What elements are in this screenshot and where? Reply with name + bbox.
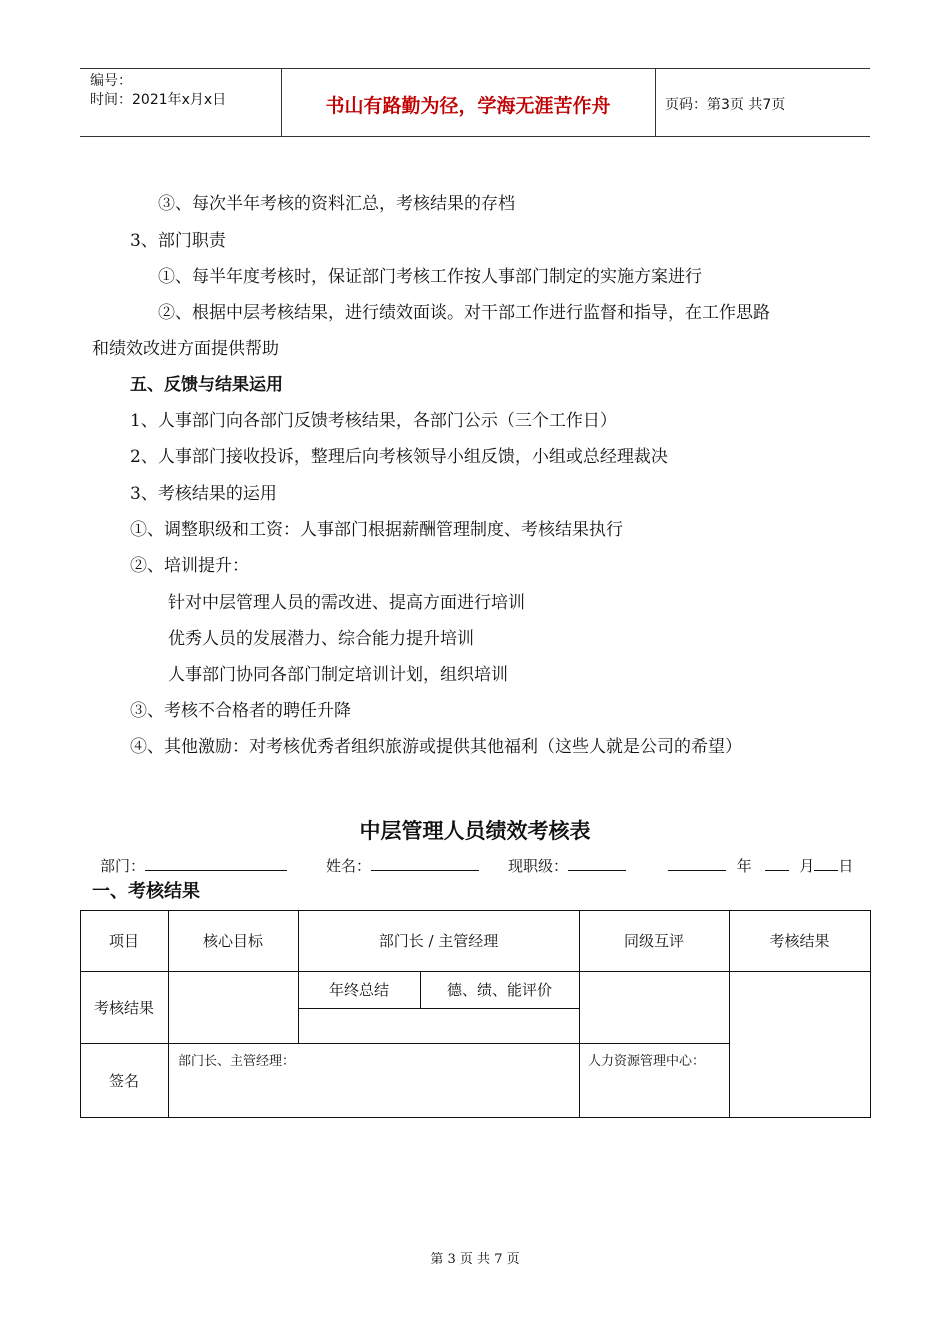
date-field (668, 855, 853, 876)
name-field (326, 855, 479, 876)
header-divider (655, 69, 656, 136)
dept-label: 部门： (100, 857, 146, 875)
level-label: 现职级： (508, 857, 569, 875)
day-blank[interactable] (814, 856, 838, 871)
month-label: 月 (799, 857, 815, 875)
subheader-cell: 年终总结 (328, 981, 389, 999)
row-label-result: 考核结果 (93, 998, 154, 1017)
name-label: 姓名： (326, 857, 372, 875)
header-cell: 核心目标 (202, 932, 263, 950)
section-heading: 五、反馈与结果运用 (130, 375, 283, 395)
header-cell: 同级互评 (623, 932, 684, 950)
header-meta (90, 72, 226, 110)
motto: 书山有路勤为径，学海无涯苦作舟 (325, 95, 611, 117)
month-blank[interactable] (765, 856, 789, 871)
body-line: ②、根据中层考核结果，进行绩效面谈。对干部工作进行监督和指导，在工作思路 (158, 303, 770, 323)
body-line: ③、考核不合格者的聘任升降 (130, 701, 351, 721)
page-footer: 第 3 页 共 7 页 (430, 1252, 520, 1267)
subheader-cell: 德、绩、能评价 (446, 981, 552, 999)
body-line: ③、每次半年考核的资料汇总，考核结果的存档 (158, 194, 515, 214)
body-line: ④、其他激励：对考核优秀者组织旅游或提供其他福利（这些人就是公司的希望） (130, 737, 742, 757)
day-label: 日 (838, 857, 854, 875)
serial-label: 编号： (90, 73, 132, 89)
body-line: 3、考核结果的运用 (130, 484, 277, 504)
header-cell: 项目 (108, 932, 139, 950)
sign-hr-label: 人力资源管理中心： (588, 1054, 706, 1069)
table-border (80, 1117, 871, 1118)
level-blank[interactable] (568, 856, 626, 871)
sign-manager-label: 部门长、主管经理： (178, 1054, 296, 1069)
dept-blank[interactable] (145, 856, 287, 871)
table-border (870, 910, 871, 1118)
body-line: 优秀人员的发展潜力、综合能力提升培训 (168, 629, 474, 649)
row-label-sign: 签名 (108, 1071, 139, 1090)
body-line: 2、人事部门接收投诉，整理后向考核领导小组反馈，小组或总经理裁决 (130, 447, 668, 467)
section-title: 一、考核结果 (92, 881, 200, 902)
body-line: ①、每半年度考核时，保证部门考核工作按人事部门制定的实施方案进行 (158, 267, 702, 287)
level-field (508, 855, 626, 876)
body-line: 1、人事部门向各部门反馈考核结果，各部门公示（三个工作日） (130, 411, 617, 431)
year-blank[interactable] (668, 856, 726, 871)
name-blank[interactable] (371, 856, 479, 871)
body-line: ②、培训提升： (130, 556, 249, 576)
header-cell: 部门长 / 主管经理 (378, 932, 499, 950)
dept-field (100, 855, 287, 876)
body-line: 3、部门职责 (130, 231, 226, 251)
body-line: 和绩效改进方面提供帮助 (92, 339, 279, 359)
year-label: 年 (736, 857, 752, 875)
page-info: 页码：第3页 共7页 (665, 97, 786, 113)
table-border (80, 1043, 729, 1044)
document-header (80, 68, 870, 137)
body-line: 人事部门协同各部门制定培训计划，组织培训 (168, 665, 508, 685)
body-line: ①、调整职级和工资：人事部门根据薪酬管理制度、考核结果执行 (130, 520, 623, 540)
table-border (298, 1008, 579, 1009)
header-cell: 考核结果 (769, 932, 830, 950)
form-title: 中层管理人员绩效考核表 (359, 819, 591, 843)
body-line: 针对中层管理人员的需改进、提高方面进行培训 (168, 593, 525, 613)
time-label: 时间：2021年x月x日 (90, 92, 227, 108)
